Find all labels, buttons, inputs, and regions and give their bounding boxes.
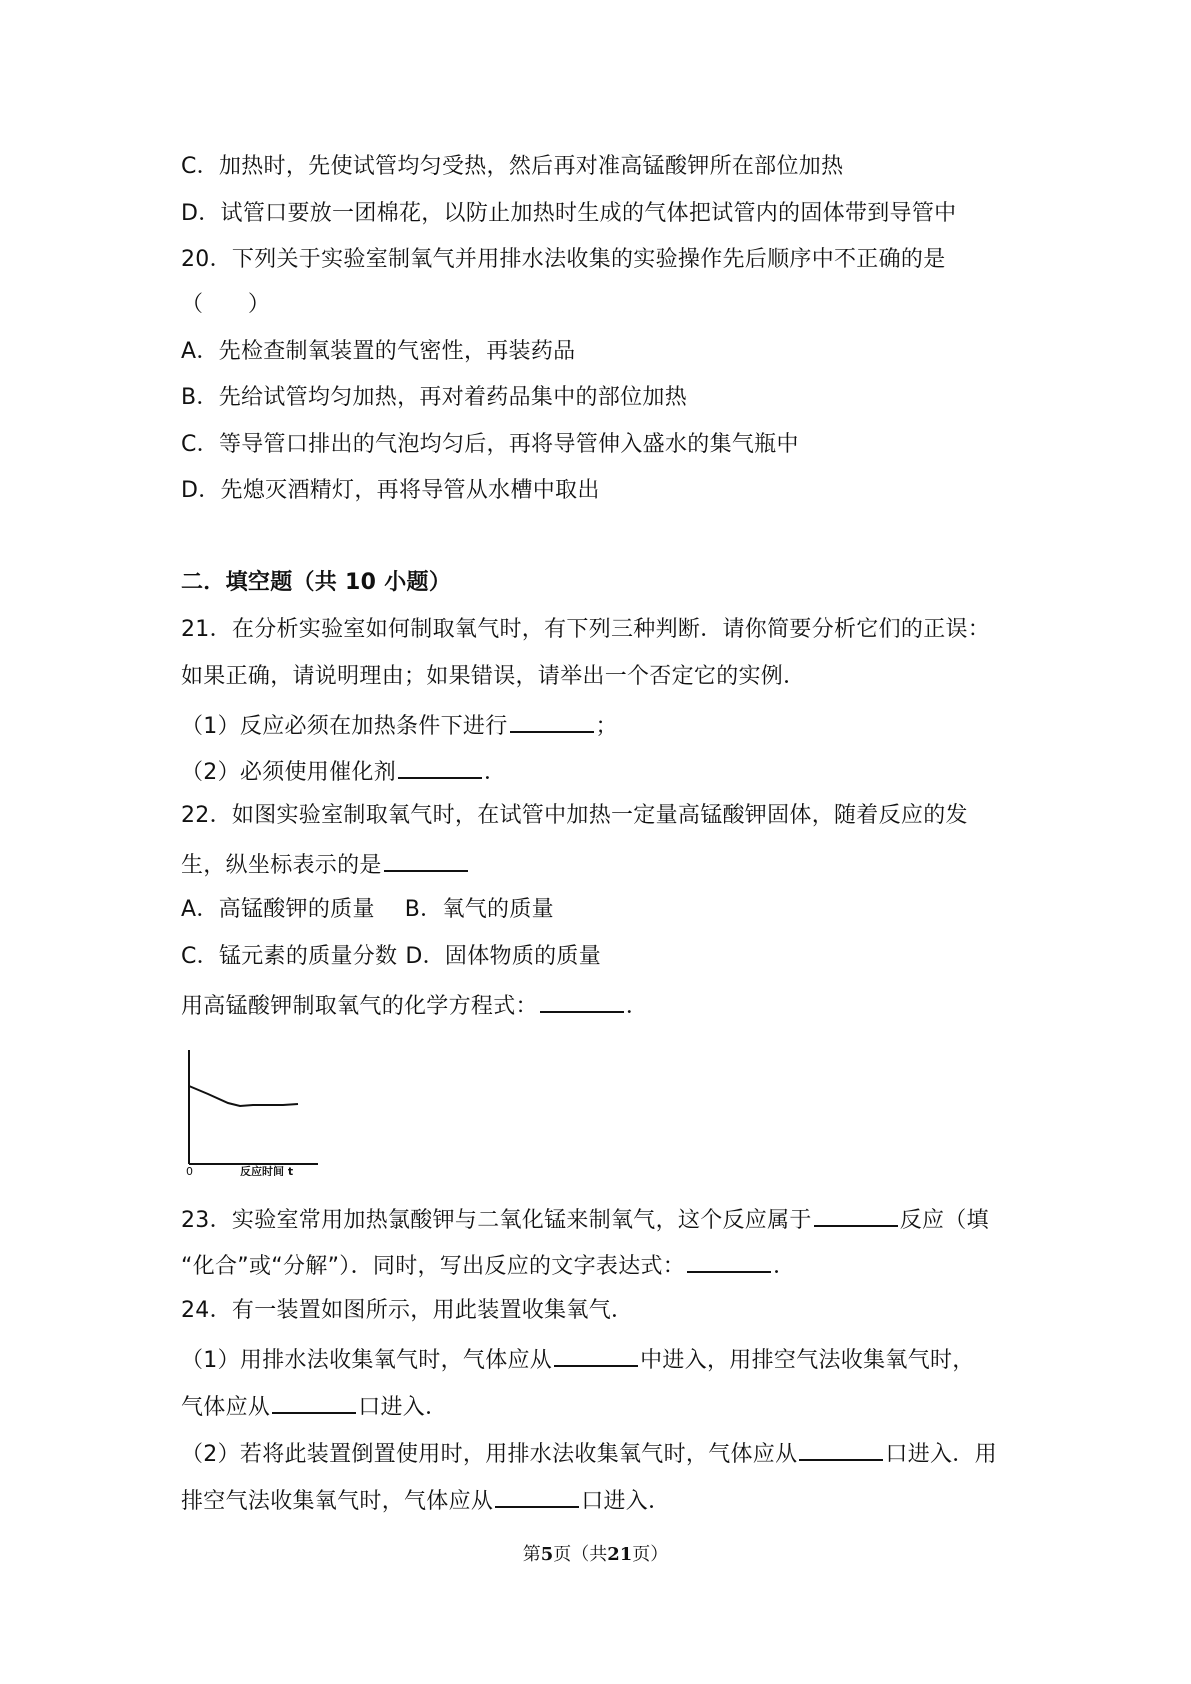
q21-item-2-end: ． [484, 760, 507, 785]
q21-stem-line1: 21．在分析实验室如何制取氧气时，有下列三种判断．请你简要分析它们的正误： [181, 617, 991, 642]
answer-blank[interactable] [398, 755, 482, 779]
footer-middle: 页（共 [553, 1544, 608, 1565]
q20-option-a: A．先检查制氧装置的气密性，再装药品 [181, 339, 576, 364]
answer-blank[interactable] [540, 989, 624, 1013]
q20-answer-paren: （ ） [181, 292, 271, 317]
q21-item-2 [181, 755, 506, 788]
q24-stem: 24．有一装置如图所示，用此装置收集氧气． [181, 1298, 634, 1323]
answer-blank[interactable] [687, 1249, 771, 1273]
q23-line1-text: 23．实验室常用加热氯酸钾与二氧化锰来制氧气，这个反应属于 [181, 1208, 812, 1233]
section-heading-fill-in: 二．填空题（共 10 小题） [181, 570, 452, 595]
answer-blank[interactable] [510, 709, 594, 733]
q20-option-d: D．先熄灭酒精灯，再将导管从水槽中取出 [181, 478, 600, 503]
answer-blank[interactable] [384, 848, 468, 872]
q20-stem: 20．下列关于实验室制氧气并用排水法收集的实验操作先后顺序中不正确的是 [181, 247, 946, 272]
answer-blank[interactable] [272, 1390, 356, 1414]
q22-option-a: A．高锰酸钾的质量 [181, 897, 375, 922]
q24-part1-line1 [181, 1343, 975, 1376]
q22-option-b: B．氧气的质量 [404, 897, 554, 922]
answer-blank[interactable] [799, 1437, 883, 1461]
footer-total-pages: 21 [607, 1544, 633, 1565]
footer-suffix: 页） [632, 1544, 669, 1565]
footer-page-number: 5 [540, 1544, 554, 1565]
q19-option-d: D．试管口要放一团棉花，以防止加热时生成的气体把试管内的固体带到导管中 [181, 201, 957, 226]
q22-graph [178, 1048, 338, 1176]
q22-equation-text: 用高锰酸钾制取氧气的化学方程式： [181, 994, 538, 1019]
q22-option-c: C．锰元素的质量分数 [181, 944, 398, 969]
q20-option-b: B．先给试管均匀加热，再对着药品集中的部位加热 [181, 385, 687, 410]
q22-equation-prompt [181, 989, 648, 1022]
q21-item-2-text: （2）必须使用催化剂 [181, 760, 396, 785]
graph-curve [189, 1086, 298, 1106]
answer-blank[interactable] [554, 1343, 638, 1367]
q24-part1-line2-end: 口进入． [358, 1395, 448, 1420]
q22-options-ab [181, 895, 554, 925]
q21-stem-line2: 如果正确，请说明理由；如果错误，请举出一个否定它的实例． [181, 664, 806, 689]
graph-x-label: 反应时间 t [240, 1165, 294, 1176]
q22-stem-line2-text: 生，纵坐标表示的是 [181, 853, 382, 878]
q23-line1 [181, 1203, 989, 1236]
q22-stem-line1: 22．如图实验室制取氧气时，在试管中加热一定量高锰酸钾固体，随着反应的发 [181, 803, 968, 828]
answer-blank[interactable] [814, 1203, 898, 1227]
q24-part2-end: 口进入．用 [885, 1442, 997, 1467]
q24-part2-line2-text: 排空气法收集氧气时，气体应从 [181, 1489, 494, 1514]
q22-options-cd [181, 942, 601, 972]
q23-line2 [181, 1249, 795, 1282]
q24-part1-line2-text: 气体应从 [181, 1395, 271, 1420]
q24-part2-text: （2）若将此装置倒置使用时，用排水法收集氧气时，气体应从 [181, 1442, 798, 1467]
page-footer [0, 1543, 1191, 1567]
q22-stem-line2 [181, 848, 470, 881]
answer-blank[interactable] [495, 1484, 579, 1508]
q24-part1-line2 [181, 1390, 447, 1423]
graph-origin-label: 0 [186, 1165, 193, 1176]
q22-equation-end: ． [625, 994, 649, 1019]
q20-option-c: C．等导管口排出的气泡均匀后，再将导管伸入盛水的集气瓶中 [181, 432, 799, 457]
q21-item-1-end: ； [595, 714, 618, 739]
footer-prefix: 第 [522, 1544, 541, 1565]
q24-part2-line1 [181, 1437, 997, 1470]
q21-item-1 [181, 709, 618, 742]
q23-line2-text: “化合”或“分解”）．同时，写出反应的文字表达式： [181, 1254, 686, 1279]
q23-line1-end: 反应（填 [899, 1208, 989, 1233]
q23-line2-end: ． [773, 1254, 796, 1279]
q24-part1-text: （1）用排水法收集氧气时，气体应从 [181, 1348, 553, 1373]
q19-option-c: C．加热时，先使试管均匀受热，然后再对准高锰酸钾所在部位加热 [181, 154, 844, 179]
q24-part1-mid: 中进入，用排空气法收集氧气时， [640, 1348, 975, 1373]
q21-item-1-text: （1）反应必须在加热条件下进行 [181, 714, 508, 739]
q24-part2-line2 [181, 1484, 670, 1517]
q24-part2-line2-end: 口进入． [581, 1489, 671, 1514]
q22-option-d: D．固体物质的质量 [405, 944, 602, 969]
